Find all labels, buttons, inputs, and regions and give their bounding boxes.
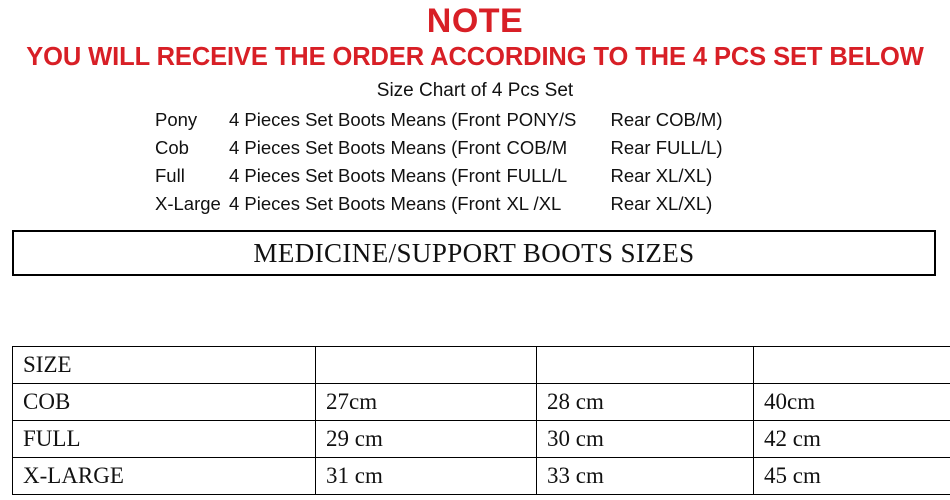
table-cell: 31 cm bbox=[316, 458, 537, 495]
table-row bbox=[13, 347, 950, 384]
set-description: 4 Pieces Set Boots Means (Front bbox=[229, 134, 500, 162]
table-header-cell: SIZE bbox=[13, 347, 316, 384]
set-size-label: Full bbox=[155, 162, 229, 190]
note-subtitle: YOU WILL RECEIVE THE ORDER ACCORDING TO THE 4 PCS SET BELOW bbox=[0, 42, 950, 72]
table-cell: 33 cm bbox=[537, 458, 754, 495]
table-header-cell bbox=[316, 347, 537, 384]
document-page bbox=[0, 2, 950, 500]
table-cell: COB bbox=[13, 384, 316, 421]
note-title: NOTE bbox=[0, 2, 950, 40]
table-cell: 29 cm bbox=[316, 421, 537, 458]
table-row bbox=[13, 384, 950, 421]
set-rear-size: Rear XL/XL) bbox=[602, 190, 795, 218]
list-item bbox=[155, 134, 795, 162]
table-cell: 40cm bbox=[754, 384, 950, 421]
table-row bbox=[13, 421, 950, 458]
set-description: 4 Pieces Set Boots Means (Front bbox=[229, 190, 500, 218]
table-cell: 28 cm bbox=[537, 384, 754, 421]
set-size-label: Pony bbox=[155, 106, 229, 134]
list-item bbox=[155, 162, 795, 190]
set-rear-size: Rear FULL/L) bbox=[602, 134, 795, 162]
table-row bbox=[13, 458, 950, 495]
set-description: 4 Pieces Set Boots Means (Front bbox=[229, 106, 500, 134]
table-cell: 42 cm bbox=[754, 421, 950, 458]
set-size-label: X-Large bbox=[155, 190, 229, 218]
set-front-size: COB/M bbox=[500, 134, 602, 162]
table-cell: X-LARGE bbox=[13, 458, 316, 495]
table-cell: FULL bbox=[13, 421, 316, 458]
set-front-size: PONY/S bbox=[500, 106, 602, 134]
section-banner-label: MEDICINE/SUPPORT BOOTS SIZES bbox=[253, 238, 694, 269]
list-item bbox=[155, 190, 795, 218]
set-rear-size: Rear COB/M) bbox=[602, 106, 795, 134]
sizes-table bbox=[12, 346, 950, 495]
list-item bbox=[155, 106, 795, 134]
size-chart-list bbox=[155, 106, 795, 218]
set-front-size: FULL/L bbox=[500, 162, 602, 190]
table-cell: 45 cm bbox=[754, 458, 950, 495]
set-description: 4 Pieces Set Boots Means (Front bbox=[229, 162, 500, 190]
table-cell: 30 cm bbox=[537, 421, 754, 458]
set-front-size: XL /XL bbox=[500, 190, 602, 218]
table-header-cell bbox=[754, 347, 950, 384]
table-cell: 27cm bbox=[316, 384, 537, 421]
set-size-label: Cob bbox=[155, 134, 229, 162]
size-chart-heading: Size Chart of 4 Pcs Set bbox=[0, 78, 950, 104]
set-rear-size: Rear XL/XL) bbox=[602, 162, 795, 190]
section-banner bbox=[12, 230, 936, 276]
table-header-cell bbox=[537, 347, 754, 384]
